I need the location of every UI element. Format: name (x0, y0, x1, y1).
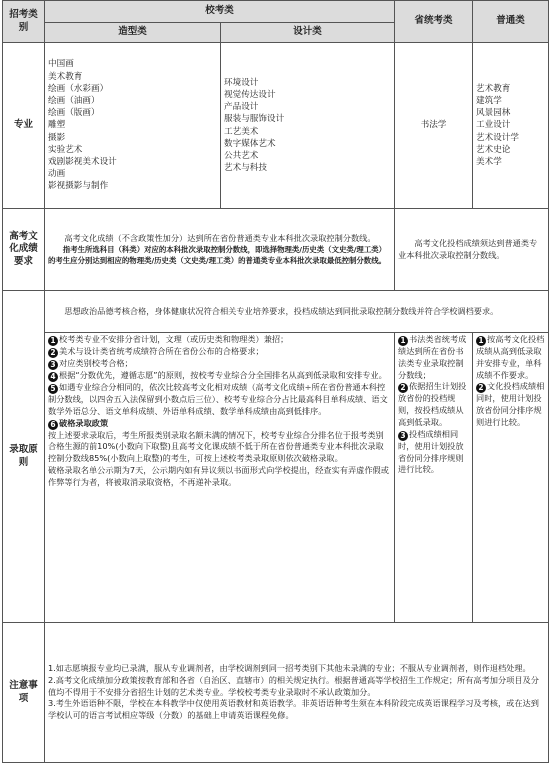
notes-label: 注意事项 (3, 623, 45, 763)
admission-top-cell (45, 291, 549, 333)
provincial-rule: 2 依据招生计划投放省份的投档规则，按投档成绩从高到低录取。 (398, 381, 467, 427)
number-badge: 5 (48, 384, 58, 394)
gaokao-note-text: 指考生所选科目（科类）对应的本科批次录取控制分数线，即选择物理类/历史类（文史类/理工类）的考生应分别达到相应的物理类/历史类（文史类/理工类）的普通类专业本科批次录取最低控制分数线。 (48, 245, 386, 266)
admissions-table (2, 0, 549, 763)
design-header: 设计类 (221, 23, 395, 43)
list-item: 绘画（水彩画） (48, 83, 109, 94)
provincial-rule: 3 投档成绩相同时，使用计划投放省份同分排序规则进行比较。 (398, 428, 464, 475)
list-item: 数字媒体艺术 (224, 138, 276, 149)
school-rule: 4 根据“分数优先，遵循志愿”的原则，按校考专业综合分全国排名从高到低录取和安排专业。 (48, 370, 391, 382)
notes-row (3, 623, 549, 763)
list-item: 绘画（版画） (48, 108, 100, 119)
list-item: 艺术教育 (476, 83, 511, 94)
general-rule: 1 按高考文化投档成绩从高到低录取并安排专业，单科成绩不作要求。 (476, 334, 545, 380)
number-badge: 3 (48, 360, 58, 370)
gaokao-main-text: 高考文化成绩（不含政策性加分）达到所在省份普通类专业本科批次录取控制分数线。 (64, 232, 376, 243)
list-item: 书法学 (420, 120, 447, 131)
school-admission-cell (45, 333, 395, 623)
school-exam-header: 校考类 (45, 1, 395, 23)
gaokao-row (3, 209, 549, 291)
list-item: 建筑学 (476, 95, 502, 106)
number-badge: 4 (48, 372, 58, 382)
school-rule: 2 美术与设计类省统考成绩符合所在省份公布的合格要求； (48, 346, 391, 358)
number-badge: 1 (398, 336, 408, 346)
provincial-header: 省统考类 (395, 1, 473, 43)
major-row (3, 43, 549, 209)
school-rule: 5 如遇专业综合分相同的，依次比较高考文化相对成绩（高考文化成绩÷所在省份普通本科控制分数线，以四舍五入法保留到小数点后三位）、校考专业综合分占比最高科目单科成绩、语文数学外语总分、语文单科成绩、外语单科成绩、数学单科成绩由高到低排序。 (48, 382, 388, 416)
modeling-header: 造型类 (45, 23, 221, 43)
list-item: 公共艺术 (224, 150, 259, 161)
admission-top-text: 思想政治品德考核合格，身体健康状况符合相关专业培养要求，投档成绩达到同批录取控制分数线并符合学校调档要求。 (64, 305, 499, 316)
policy-title: 6 破格录取政策 (48, 418, 391, 430)
admission-detail-row (3, 333, 549, 623)
school-rule: 3 对应类别校考合格； (48, 358, 391, 370)
list-item: 雕塑 (48, 120, 66, 131)
note-item: 1.如志愿填报专业均已录满，服从专业调剂者，由学校调剂到同一招考类别下其他未录满的专业；不服从专业调剂者，则作退档处理。 (48, 663, 531, 673)
header-row-1 (3, 1, 549, 23)
admission-label: 录取原则 (3, 291, 45, 623)
general-header: 普通类 (473, 1, 549, 43)
general-admission-cell (473, 333, 549, 623)
number-badge: 3 (398, 431, 408, 441)
list-item: 动画 (48, 169, 66, 180)
list-item: 工艺美术 (224, 126, 259, 137)
note-item: 2.高考文化成绩加分政策按教育部和各省（自治区、直辖市）的相关规定执行。根据普通高等学校招生工作规定；所有高考加分项目及分值均不得用于不安排分省招生计划的艺术类专业。学校校考类专业录取时不承认政策加分。 (48, 674, 539, 697)
list-item: 艺术与科技 (224, 163, 267, 174)
general-rule: 2 文化投档成绩相同时，使用计划投放省份同分排序规则进行比较。 (476, 381, 545, 427)
list-item: 美术教育 (48, 71, 83, 82)
number-badge: 2 (398, 383, 408, 393)
modeling-list (45, 43, 221, 209)
list-item: 艺术设计学 (476, 132, 519, 143)
gaokao-requirement-cell (45, 209, 395, 291)
general-list (473, 43, 549, 209)
provincial-rule: 1 书法类省统考成绩达到所在省份书法类专业录取控制分数线； (398, 334, 467, 380)
list-item: 环境设计 (224, 77, 259, 88)
provincial-list (395, 43, 473, 209)
list-item: 风景园林 (476, 108, 511, 119)
number-badge: 1 (476, 336, 486, 346)
list-item: 实验艺术 (48, 144, 83, 155)
policy-text: 按上述要求录取后，考生所报类别录取名额未满的情况下，校考专业综合分排名位于报考类别合格生源的前10%(小数向下取整)且高考文化课成绩不低于所在省份普通类专业本科批次录取控制分数线85%(小数向上取整)的考生，可按上述校考类录取原则依次破格录取。 (48, 429, 384, 464)
number-badge: 2 (476, 383, 486, 393)
number-badge: 6 (48, 420, 58, 430)
gaokao-right-cell (395, 209, 549, 291)
school-rule: 1 校考类专业不安排分省计划，文理（或历史类和物理类）兼招； (48, 334, 391, 346)
provincial-admission-cell (395, 333, 473, 623)
list-item: 工业设计 (476, 120, 511, 131)
list-item: 艺术史论 (476, 144, 511, 155)
category-header: 招考类别 (3, 1, 45, 43)
list-item: 绘画（油画） (48, 95, 100, 106)
notes-cell (45, 623, 549, 763)
list-item: 产品设计 (224, 102, 259, 113)
list-item: 影视摄影与制作 (48, 181, 109, 192)
number-badge: 1 (48, 336, 58, 346)
policy-text: 破格录取名单公示期为7天，公示期内如有异议须以书面形式向学校提出，经查实有弄虚作假或作弊等行为者，将被取消录取资格，不再递补录取。 (48, 464, 389, 487)
design-list (221, 43, 395, 209)
list-item: 服装与服饰设计 (224, 114, 285, 125)
list-item: 视觉传达设计 (224, 89, 276, 100)
major-label: 专业 (3, 43, 45, 209)
admission-top-row (3, 291, 549, 333)
note-item: 3.考生外语语种不限，学校在本科教学中仅使用英语教材和英语教学。非英语语种考生须在本科阶段完成英语课程学习及考核，或在达到学校认可的语言考试相应等级（分数）的基础上申请英语课程免修。 (48, 698, 539, 721)
gaokao-right-text: 高考文化投档成绩须达到普通类专业本科批次录取控制分数线。 (398, 237, 538, 260)
list-item: 摄影 (48, 132, 66, 143)
number-badge: 2 (48, 348, 58, 358)
list-item: 戏剧影视美术设计 (48, 157, 117, 167)
list-item: 中国画 (48, 59, 74, 70)
list-item: 美术学 (476, 157, 502, 167)
gaokao-label: 高考文化成绩要求 (3, 209, 45, 291)
